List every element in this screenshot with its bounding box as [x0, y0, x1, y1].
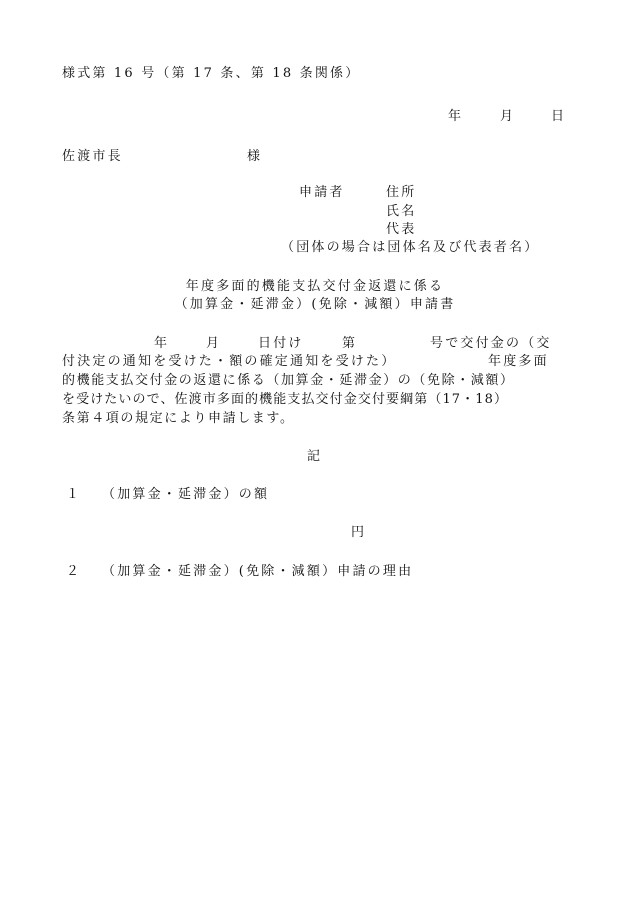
body-line-4: を受けたいので、佐渡市多面的機能支払交付金交付要綱第（17・18） [62, 392, 509, 407]
applicant-note: （団体の場合は団体名及び代表者名） [281, 240, 540, 255]
applicant-label: 申請者 [299, 185, 345, 200]
body-line-2a: 付決定の通知を受けた・額の確定通知を受けた） [62, 354, 397, 369]
body-day: 日付け [258, 336, 304, 351]
item-2-text: （加算金・延滞金）(免除・減額）申請の理由 [102, 564, 414, 579]
applicant-representative-label: 代表 [386, 222, 417, 237]
title-line-1: 年度多面的機能支払交付金返還に係る [185, 279, 445, 294]
currency-unit: 円 [351, 525, 365, 540]
body-line-2b: 年度多面 [488, 354, 549, 369]
body-number-prefix: 第 [342, 336, 356, 351]
body-line-5: 条第４項の規定により申請します。 [62, 411, 295, 426]
body-month: 月 [206, 336, 220, 351]
date-month: 月 [500, 109, 514, 124]
addressee-honorific: 様 [247, 149, 261, 164]
body-line-1-tail: 号で交付金の（交 [430, 336, 552, 351]
body-year: 年 [154, 336, 168, 351]
applicant-address-label: 住所 [386, 185, 417, 200]
ki-heading: 記 [307, 449, 321, 464]
item-2-number: ２ [66, 564, 80, 579]
addressee-name: 佐渡市長 [62, 149, 123, 164]
item-1-number: １ [66, 487, 80, 502]
title-line-2: （加算金・延滞金）(免除・減額）申請書 [174, 297, 456, 312]
form-number: 様式第 16 号（第 17 条、第 18 条関係） [62, 66, 361, 81]
item-1-text: （加算金・延滞金）の額 [102, 487, 270, 502]
date-day: 日 [551, 109, 565, 124]
applicant-name-label: 氏名 [386, 204, 417, 219]
date-year: 年 [448, 109, 462, 124]
body-line-3: 的機能支払交付金の返還に係る（加算金・延滞金）の（免除・減額） [62, 373, 515, 388]
